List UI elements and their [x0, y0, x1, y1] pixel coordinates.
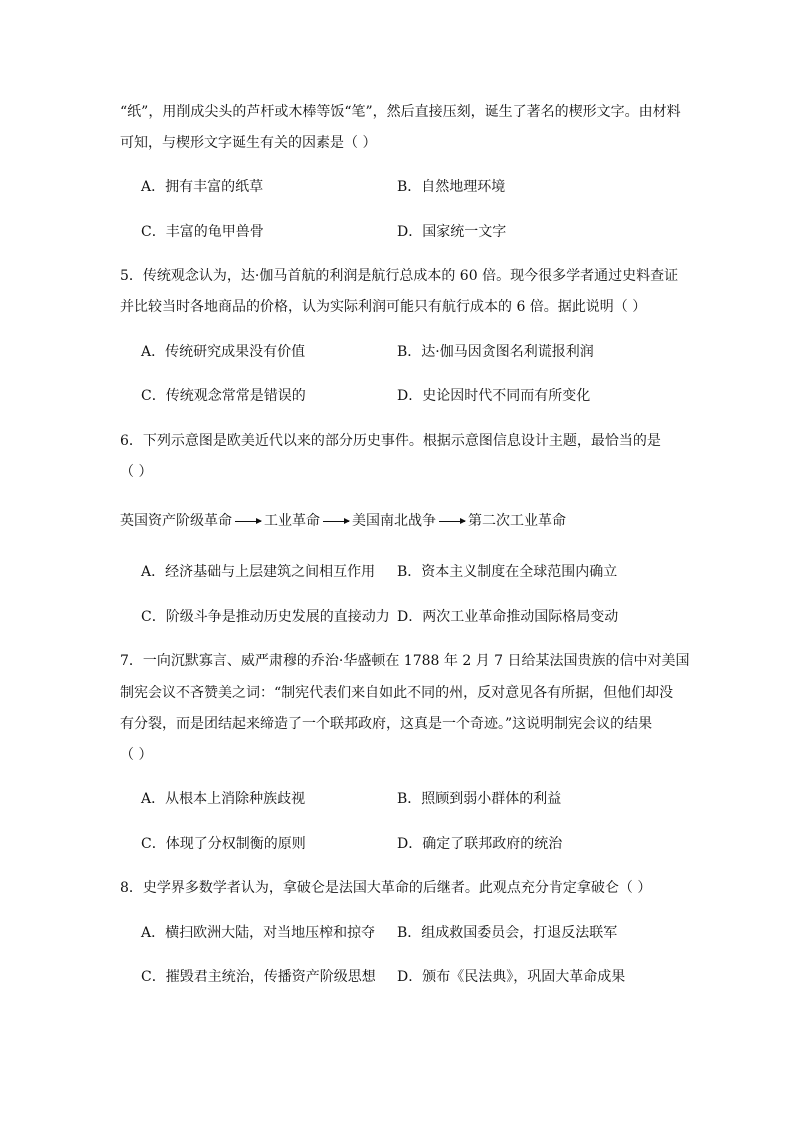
- q4-option-a[interactable]: A．拥有丰富的纸草: [141, 179, 264, 195]
- flow-arrow-icon: [439, 521, 465, 522]
- flow-event-4: 第二次工业革命: [468, 513, 566, 529]
- q6-option-a[interactable]: A．经济基础与上层建筑之间相互作用: [141, 564, 376, 580]
- q5-option-d[interactable]: D．史论因时代不同而有所变化: [397, 388, 591, 404]
- q6-event-flow-diagram: [120, 511, 566, 531]
- q5-option-a[interactable]: A．传统研究成果没有价值: [141, 344, 306, 360]
- q7-stem-line-4: （ ）: [120, 747, 153, 763]
- q6-option-c[interactable]: C．阶级斗争是推动历史发展的直接动力: [141, 609, 390, 625]
- q5-option-b[interactable]: B．达·伽马因贪图名利谎报利润: [397, 344, 594, 360]
- q5-stem-line-1: 5．传统观念认为，达·伽马首航的利润是航行总成本的 60 倍。现今很多学者通过史料查证: [120, 268, 679, 284]
- q7-stem-line-2: 制宪会议不吝赞美之词：“制宪代表们来自如此不同的州，反对意见各有所据，但他们却没: [120, 685, 674, 701]
- q4-option-c[interactable]: C．丰富的龟甲兽骨: [141, 224, 264, 240]
- q7-option-d[interactable]: D．确定了联邦政府的统治: [397, 836, 563, 852]
- q6-stem-line-1: 6．下列示意图是欧美近代以来的部分历史事件。根据示意图信息设计主题，最恰当的是: [120, 433, 661, 449]
- q4-option-d[interactable]: D．国家统一文字: [397, 224, 507, 240]
- q8-option-a[interactable]: A．横扫欧洲大陆，对当地压榨和掠夺: [141, 925, 376, 941]
- q6-option-b[interactable]: B．资本主义制度在全球范围内确立: [397, 564, 618, 580]
- q8-stem-line-1: 8．史学界多数学者认为，拿破仑是法国大革命的后继者。此观点充分肯定拿破仑（ ）: [120, 880, 652, 896]
- flow-event-1: 英国资产阶级革命: [120, 513, 232, 529]
- q7-option-c[interactable]: C．体现了分权制衡的原则: [141, 836, 306, 852]
- q5-option-c[interactable]: C．传统观念常常是错误的: [141, 388, 306, 404]
- q8-option-c[interactable]: C．摧毁君主统治，传播资产阶级思想: [141, 969, 376, 985]
- q8-option-b[interactable]: B．组成救国委员会，打退反法联军: [397, 925, 618, 941]
- q5-stem-line-2: 并比较当时各地商品的价格，认为实际利润可能只有航行成本的 6 倍。据此说明（ ）: [120, 299, 647, 315]
- q7-option-b[interactable]: B．照顾到弱小群体的利益: [397, 791, 562, 807]
- q4-option-b[interactable]: B．自然地理环境: [397, 179, 506, 195]
- flow-arrow-icon: [235, 521, 261, 522]
- q7-stem-line-3: 有分裂，而是团结起来缔造了一个联邦政府，这真是一个奇迹。”这说明制宪会议的结果: [120, 716, 653, 732]
- q7-stem-line-1: 7．一向沉默寡言、威严肃穆的乔治·华盛顿在 1788 年 2 月 7 日给某法国贵族的信中对美国: [120, 653, 690, 669]
- flow-event-2: 工业革命: [264, 513, 320, 529]
- q7-option-a[interactable]: A．从根本上消除种族歧视: [141, 791, 306, 807]
- flow-arrow-icon: [323, 521, 349, 522]
- q6-stem-line-2: （ ）: [120, 464, 153, 480]
- q6-option-d[interactable]: D．两次工业革命推动国际格局变动: [397, 609, 619, 625]
- q8-option-d[interactable]: D．颁布《民法典》，巩固大革命成果: [397, 969, 626, 985]
- q4-stem-line-2: 可知，与楔形文字诞生有关的因素是（ ）: [120, 135, 377, 151]
- q4-stem-line-1: “纸”，用削成尖头的芦杆或木棒等饭“笔”，然后直接压刻，诞生了著名的楔形文字。由材料: [120, 104, 681, 120]
- flow-event-3: 美国南北战争: [352, 513, 436, 529]
